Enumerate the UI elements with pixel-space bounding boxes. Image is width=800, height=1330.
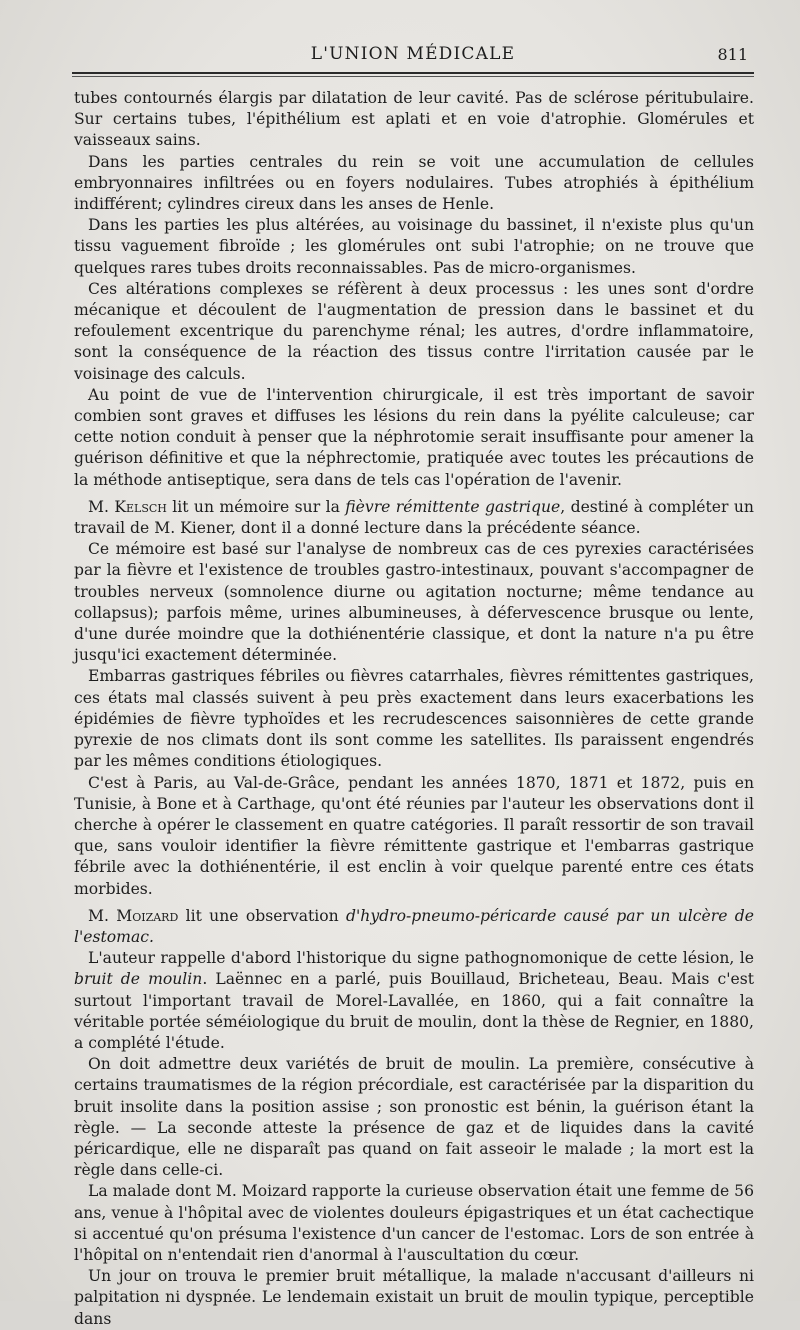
page-header [74, 40, 752, 70]
memoir-title: fièvre rémittente gastrique [345, 497, 561, 516]
bruit-de-moulin: bruit de moulin [74, 970, 203, 989]
author-kelsch: M. Kelsch [88, 497, 167, 516]
paragraph-3: Dans les parties les plus altérées, au voisinage du bassinet, il n'existe plus qu'un tissu vaguement fibroïde ; les glomérules ont subi l'atrophie; on ne trouve que quelques rares tubes droits reconnaissables. Pas de micro-organismes. [74, 216, 754, 277]
header-rule-thin [72, 76, 754, 77]
paragraph-14: Un jour on trouva le premier bruit métallique, la malade n'accusant d'ailleurs ni palpitation ni dyspnée. Le lendemain existait un bruit de moulin typique, perceptible dans [74, 1267, 754, 1328]
paragraph-4: Ces altérations complexes se réfèrent à deux processus : les unes sont d'ordre mécanique et découlent de l'augmentation de pression dans le bassinet et du refoulement excentrique du parenchyme rénal; les autres, d'ordre inflammatoire, sont la conséquence de la réaction des tissus contre l'irritation causée par le voisinage des calculs. [74, 279, 754, 383]
paragraph-11: L'auteur rappelle d'abord l'historique du signe pathognomonique de cette lésion, le bruit de moulin. Laënnec en a parlé, puis Bouillaud, Bricheteau, Beau. Mais c'est surtout l'important travail de Morel-Lavallée, en 1860, qui a fait connaître la véritable portée séméiologique du bruit de moulin, dont la thèse de Regnier, en 1880, a complété l'étude. [74, 949, 754, 1052]
author-moizard: M. Moizard [88, 906, 179, 925]
body-text [74, 88, 754, 1330]
page-number: 811 [717, 45, 748, 64]
paragraph-6: M. Kelsch lit un mémoire sur la fièvre rémittente gastrique, destiné à compléter un travail de M. Kiener, dont il a donné lecture dans la précédente séance. [74, 497, 754, 538]
paragraph-10: M. Moizard lit une observation d'hydro-pneumo-péricarde causé par un ulcère de l'estomac. [74, 906, 754, 946]
paragraph-2: Dans les parties centrales du rein se voit une accumulation de cellules embryonnaires infiltrées ou en foyers nodulaires. Tubes atrophiés à épithélium indifférent; cylindres cireux dans les anses de Henle. [74, 152, 754, 214]
paragraph-1: tubes contournés élargis par dilatation de leur cavité. Pas de sclérose péritubulaire. Sur certains tubes, l'épithélium est aplati et en voie d'atrophie. Glomérules et vaisseaux sains. [74, 89, 754, 150]
paragraph-7: Ce mémoire est basé sur l'analyse de nombreux cas de ces pyrexies caractérisées par la fièvre et l'existence de troubles gastro-intestinaux, pouvant s'accompagner de troubles nerveux (somnolence diurne ou agitation nocturne; même tendance au collapsus); parfois même, urines albumineuses, à défervescence brusque ou lente, d'une durée moindre que la dothiénentérie classique, et dont la nature n'a pu être jusqu'ici exactement déterminée. [74, 540, 754, 665]
paragraph-13: La malade dont M. Moizard rapporte la curieuse observation était une femme de 56 ans, venue à l'hôpital avec de violentes douleurs épigastriques et un état cachectique si accentué qu'on présuma l'existence d'un cancer de l'estomac. Lors de son entrée à l'hôpital on n'entendait rien d'anormal à l'auscultation du cœur. [74, 1182, 754, 1264]
observation-title: d'hydro-pneumo-péricarde causé par un ulcère de l'estomac. [74, 906, 754, 946]
header-rule [72, 72, 754, 74]
paragraph-12: On doit admettre deux variétés de bruit de moulin. La première, consécutive à certains traumatismes de la région précordiale, est caractérisée par la disparition du bruit insolite dans la position assise ; son pronostic est bénin, la guérison étant la règle. — La seconde atteste la présence de gaz et de liquides dans la cavité péricardique, elle ne disparaît pas quand on fait asseoir le malade ; la mort est la règle dans celle-ci. [74, 1055, 754, 1180]
paragraph-9: C'est à Paris, au Val-de-Grâce, pendant les années 1870, 1871 et 1872, puis en Tunisie, à Bone et à Carthage, qu'ont été réunies par l'auteur les observations dont il cherche à opérer le classement en quatre catégories. Il paraît ressortir de son travail que, sans vouloir identifier la fièvre rémittente gastrique et l'embarras gastrique fébrile avec la dothiénentérie, il est enclin à voir quelque parenté entre ces états morbides. [74, 773, 754, 898]
paragraph-8: Embarras gastriques fébriles ou fièvres catarrhales, fièvres rémittentes gastriques, ces états mal classés suivent à peu près exactement dans leurs exacerbations les épidémies de fièvre typhoïdes et les recrudescences saisonnières de cette grande pyrexie de nos climats dont ils sont comme les satellites. Ils paraissent engendrés par les mêmes conditions étiologiques. [74, 667, 754, 771]
running-title: L'UNION MÉDICALE [310, 44, 516, 64]
paragraph-5: Au point de vue de l'intervention chirurgicale, il est très important de savoir combien sont graves et diffuses les lésions du rein dans la pyélite calculeuse; car cette notion conduit à penser que la néphrotomie serait insuffisante pour amener la guérison définitive et que la néphrectomie, pratiquée avec toutes les précautions de la méthode antiseptique, sera dans de tels cas l'opération de l'avenir. [74, 385, 754, 489]
